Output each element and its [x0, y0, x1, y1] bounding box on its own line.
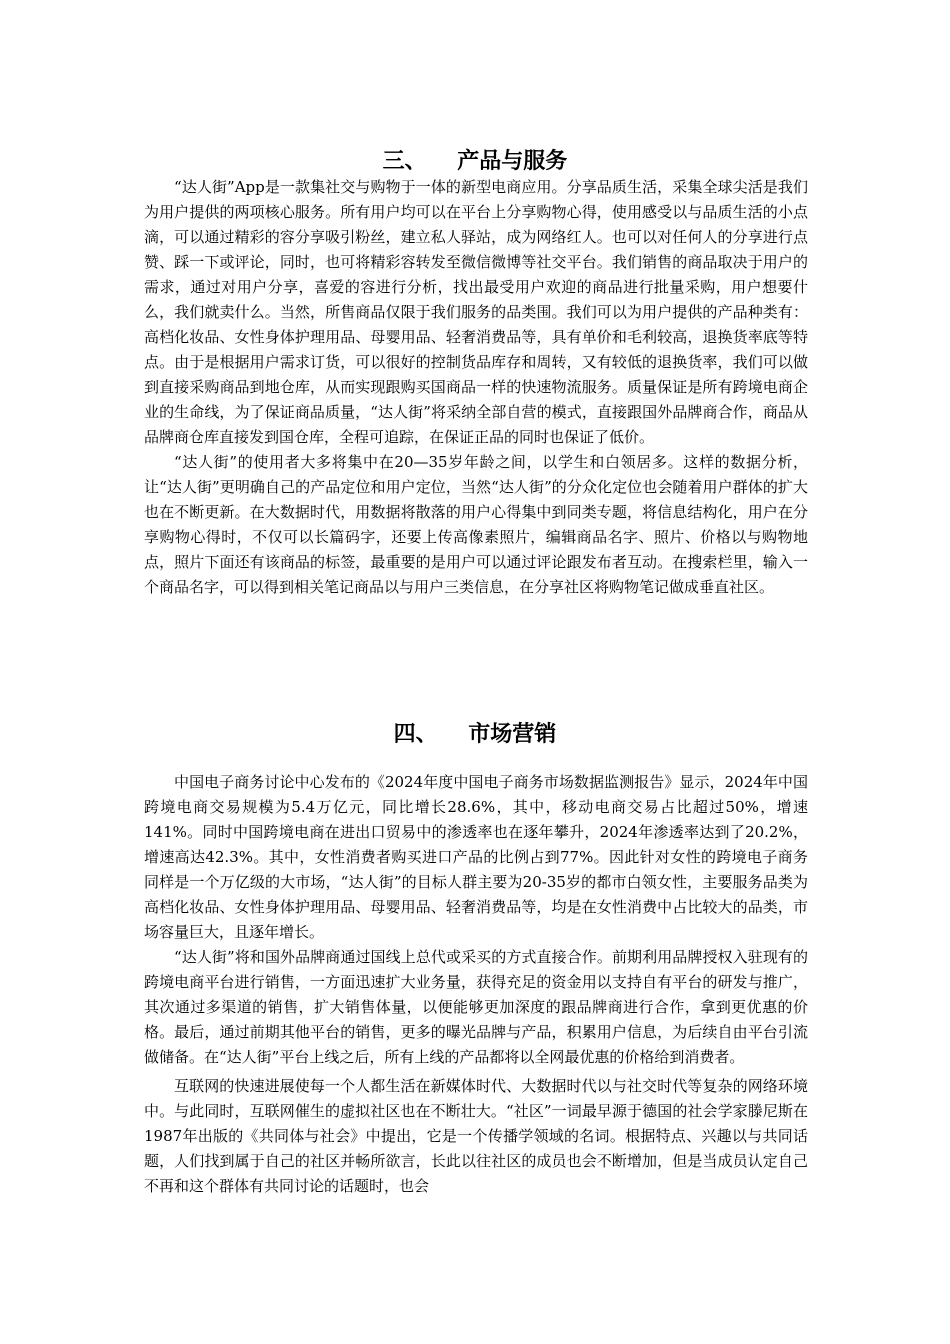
section-heading-products-services: 三、 产品与服务: [382, 148, 568, 174]
paragraph: “达人街”的使用者大多将集中在20—35岁年龄之间，以学生和白领居多。这样的数据分析，让“达人街”更明确自己的产品定位和用户定位，当然“达人街”的分众化定位也会随着用户群体的扩大也在不断更新。在大数据时代，用数据将散落的用户心得集中到同类专题，将信息结构化，用户在分享购物心得时，不仅可以长篇码字，还要上传高像素照片，编辑商品名字、照片、价格以与购物地点，照片下面还有该商品的标签，最重要的是用户可以通过评论跟发布者互动。在搜索栏里，输入一个商品名字，可以得到相关笔记商品以与用户三类信息，在分享社区将购物笔记做成垂直社区。: [144, 453, 808, 596]
paragraph: “达人街”App是一款集社交与购物于一体的新型电商应用。分享品质生活，采集全球尖活是我们为用户提供的两项核心服务。所有用户均可以在平台上分享购物心得，使用感受以与品质生活的小点滴，可以通过精彩的容分享吸引粉丝，建立私人驿站，成为网络红人。也可以对任何人的分享进行点赞、踩一下或评论，同时，也可将精彩容转发至微信微博等社交平台。我们销售的商品取决于用户的需求，通过对用户分享，喜爱的容进行分析，找出最受用户欢迎的商品进行批量采购，用户想要什么，我们就卖什么。当然，所售商品仅限于我们服务的品类围。我们可以为用户提供的产品种类有：高档化妆品、女性身体护理用品、母婴用品、轻奢消费品等，具有单价和毛利较高，退换货率底等特点。由于是根据用户需求订货，可以很好的控制货品库存和周转，又有较低的退换货率，我们可以做到直接采购商品到地仓库，从而实现跟购买国商品一样的快速物流服务。质量保证是所有跨境电商企业的生命线，为了保证商品质量，“达人街”将采纳全部自营的模式，直接跟国外品牌商合作，商品从品牌商仓库直接发到国仓库，全程可追踪，在保证正品的同时也保证了低价。: [144, 178, 808, 446]
section-body-products-services: [144, 175, 808, 600]
section-heading-marketing: 四、 市场营销: [393, 721, 557, 747]
paragraph: 中国电子商务讨论中心发布的《2024年度中国电子商务市场数据监测报告》显示，2024年中国跨境电商交易规模为5.4万亿元，同比增长28.6%，其中，移动电商交易占比超过50%，增速141%。同时中国跨境电商在进出口贸易中的渗透率也在逐年攀升，2024年渗透率达到了20.2%，增速高达42.3%。其中，女性消费者购买进口产品的比例占到77%。因此针对女性的跨境电子商务同样是一个万亿级的大市场，“达人街”的目标人群主要为20-35岁的都市白领女性，主要服务品类为高档化妆品、女性身体护理用品、母婴用品、轻奢消费品等，均是在女性消费中占比较大的品类，市场容量巨大，且逐年增长。: [144, 773, 808, 941]
paragraph: 互联网的快速进展使每一个人都生活在新媒体时代、大数据时代以与社交时代等复杂的网络环境中。与此同时，互联网催生的虚拟社区也在不断壮大。“社区”一词最早源于德国的社会学家滕尼斯在1987年出版的《共同体与社会》中提出，它是一个传播学领域的名词。根据特点、兴趣以与共同话题，人们找到属于自己的社区并畅所欲言，长此以往社区的成员也会不断增加，但是当成员认定自己不再和这个群体有共同讨论的话题时，也会: [144, 1077, 808, 1195]
section-body-marketing: [144, 770, 808, 1199]
paragraph: “达人街”将和国外品牌商通过国线上总代或采买的方式直接合作。前期利用品牌授权入驻现有的跨境电商平台进行销售，一方面迅速扩大业务量，获得充足的资金用以支持自有平台的研发与推广，其次通过多渠道的销售，扩大销售体量，以便能够更加深度的跟品牌商进行合作，拿到更优惠的价格。最后，通过前期其他平台的销售，更多的曝光品牌与产品，积累用户信息，为后续自由平台引流做储备。在“达人街”平台上线之后，所有上线的产品都将以全网最优惠的价格给到消费者。: [144, 948, 808, 1066]
